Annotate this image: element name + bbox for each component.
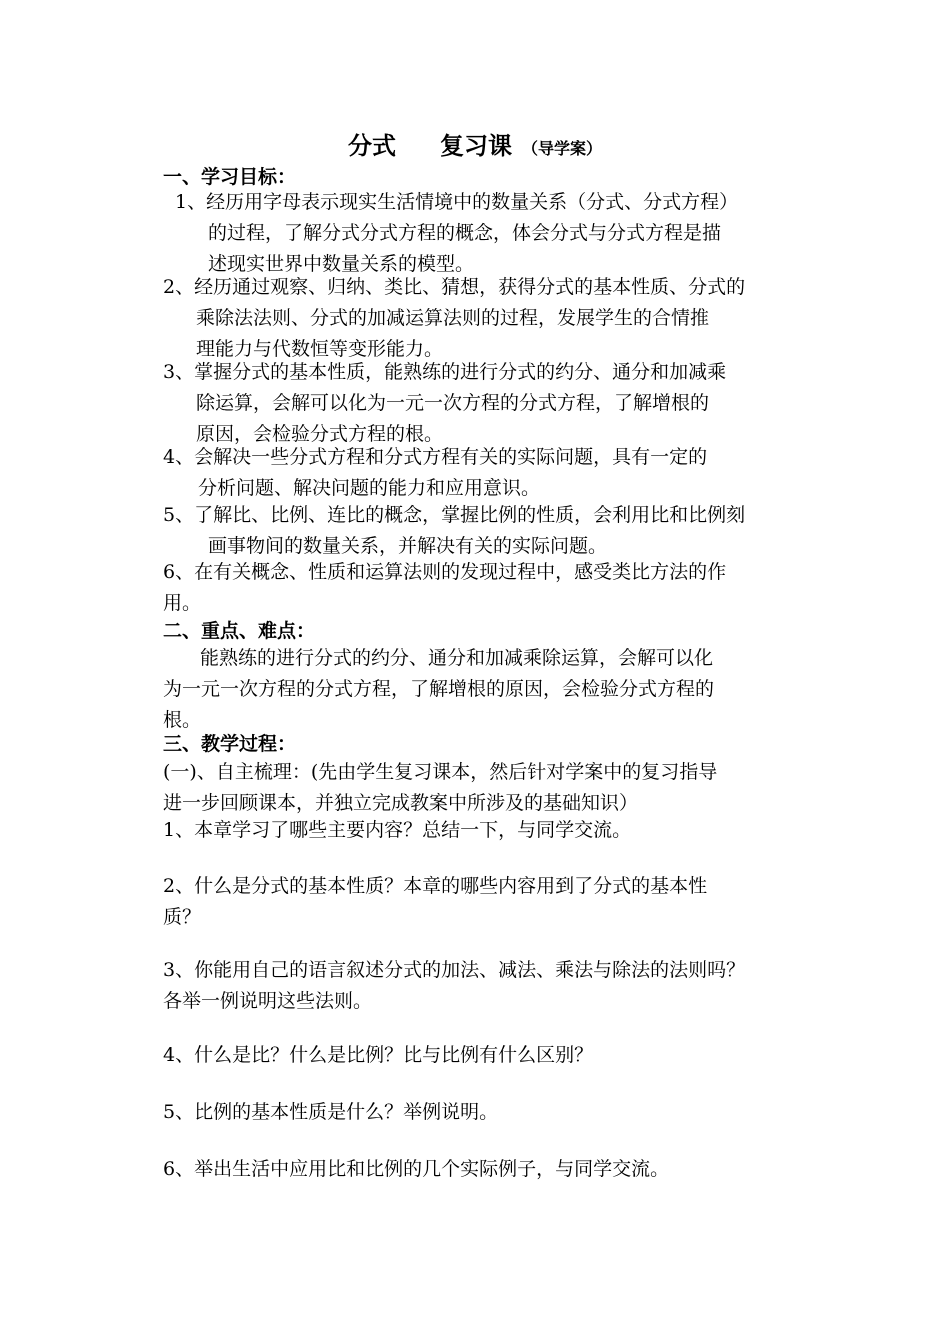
title-subtitle: （导学案） [521,139,602,158]
section3-heading: 三、教学过程： [163,733,297,755]
objective-line: 画事物间的数量关系，并解决有关的实际问题。 [208,535,608,557]
objective-line: 述现实世界中数量关系的模型。 [208,253,475,275]
objective-line: 3、掌握分式的基本性质，能熟练的进行分式的约分、通分和加减乘 [163,361,727,383]
question-line: 5、比例的基本性质是什么？举例说明。 [163,1101,499,1123]
objective-line: 除运算，会解可以化为一元一次方程的分式方程，了解增根的 [196,392,710,414]
title-main2: 复习课 [439,132,512,160]
question-5 [163,1097,498,1128]
question-1 [163,815,631,846]
objective-line: 原因，会检验分式方程的根。 [196,423,444,445]
objective-line: 5、了解比、比例、连比的概念，掌握比例的性质，会利用比和比例刻 [163,504,746,526]
key-points-paragraph [163,643,714,736]
section2-heading: 二、重点、难点： [163,620,316,642]
objective-item-6 [163,557,726,619]
objective-line: 2、经历通过观察、归纳、类比、猜想，获得分式的基本性质、分式的 [163,276,746,298]
objective-item-3 [163,357,726,450]
question-line: 各举一例说明这些法则。 [163,990,373,1012]
question-3 [163,955,745,1017]
self-review-intro [163,757,717,819]
objective-item-4 [163,442,707,504]
question-line: 3、你能用自己的语言叙述分式的加法、减法、乘法与除法的法则吗？ [163,959,746,981]
question-line: 质？ [163,906,202,928]
paragraph-line: 为一元一次方程的分式方程，了解增根的原因，会检验分式方程的 [163,678,715,700]
objective-item-5 [163,500,745,562]
paragraph-line: 根。 [163,709,202,731]
objective-line: 1、经历用字母表示现实生活情境中的数量关系（分式、分式方程） [175,191,739,213]
objective-line: 分析问题、解决问题的能力和应用意识。 [198,477,541,499]
objective-line: 用。 [163,592,202,614]
objective-line: 的过程，了解分式分式方程的概念，体会分式与分式方程是描 [208,222,722,244]
question-4 [163,1040,593,1071]
objective-item-1 [175,187,738,280]
objective-line: 理能力与代数恒等变形能力。 [196,338,444,360]
question-2 [163,871,707,933]
question-line: 1、本章学习了哪些主要内容？总结一下，与同学交流。 [163,819,632,841]
section1-heading: 一、学习目标： [163,166,297,188]
question-line: 6、举出生活中应用比和比例的几个实际例子，与同学交流。 [163,1158,670,1180]
objective-item-2 [163,272,745,365]
objective-line: 乘除法法则、分式的加减运算法则的过程，发展学生的合情推 [196,307,710,329]
title-main: 分式 [347,132,396,160]
question-line: 4、什么是比？什么是比例？比与比例有什么区别？ [163,1044,594,1066]
paragraph-line: (一)、自主梳理：(先由学生复习课本，然后针对学案中的复习指导 [163,761,718,783]
objective-line: 6、在有关概念、性质和运算法则的发现过程中，感受类比方法的作 [163,561,727,583]
question-6 [163,1154,669,1185]
document-title [0,128,950,167]
objective-line: 4、会解决一些分式方程和分式方程有关的实际问题，具有一定的 [163,446,708,468]
paragraph-line: 进一步回顾课本，并独立完成教案中所涉及的基础知识） [163,792,639,814]
question-line: 2、什么是分式的基本性质？本章的哪些内容用到了分式的基本性 [163,875,708,897]
paragraph-line: 能熟练的进行分式的约分、通分和加减乘除运算，会解可以化 [200,647,714,669]
